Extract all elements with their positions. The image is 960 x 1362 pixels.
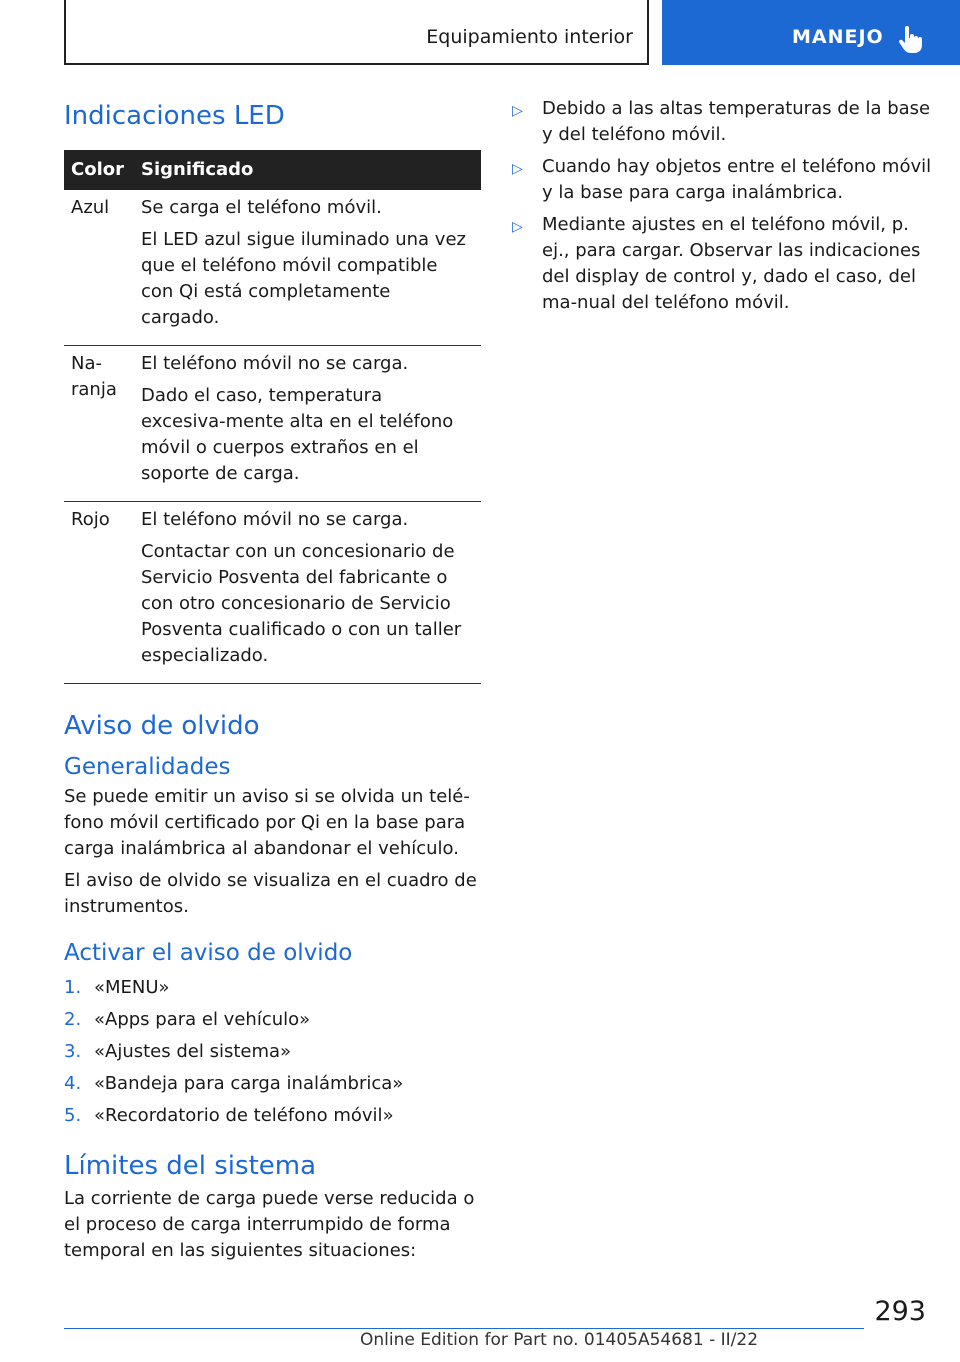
led-meaning-line: Se carga el teléfono móvil. <box>141 197 382 218</box>
reminder-section-title: Aviso de olvido <box>64 711 260 741</box>
left-column <box>64 96 481 1264</box>
activation-steps <box>64 972 481 1132</box>
limits-intro: La corriente de carga puede verse reducida o el proceso de carga interrumpido de forma temporal en las siguientes situaciones: <box>64 1188 475 1261</box>
list-item <box>64 1100 481 1132</box>
step-number: 4. <box>64 1073 82 1094</box>
list-item <box>64 1004 481 1036</box>
led-meaning-line: Dado el caso, temperatura excesiva-mente alta en el teléfono móvil o cuerpos extraños en el soporte de carga. <box>141 385 454 484</box>
general-subtitle: Generalidades <box>64 754 231 780</box>
step-text: «Ajustes del sistema» <box>94 1041 292 1062</box>
led-table-header <box>64 150 481 190</box>
footer-rule <box>64 1328 864 1329</box>
running-header-box <box>64 0 649 65</box>
triangle-bullet-icon: ▷ <box>512 161 523 177</box>
led-meaning-line: El teléfono móvil no se carga. <box>141 509 409 530</box>
led-meaning-line: Contactar con un concesionario de Servicio Posventa del fabricante o con otro concesionario de Servicio Posventa cualificado o con un taller especializado. <box>141 541 462 666</box>
pointing-hand-icon <box>898 26 924 54</box>
table-row <box>64 190 481 346</box>
led-color: Na-ranja <box>64 346 134 502</box>
step-text: «Apps para el vehículo» <box>94 1009 311 1030</box>
list-item <box>64 1068 481 1100</box>
list-item <box>64 1036 481 1068</box>
led-meaning-line: El LED azul sigue iluminado una vez que el teléfono móvil compatible con Qi está completamente cargado. <box>141 229 466 328</box>
led-color: Rojo <box>64 502 134 684</box>
step-text: «Bandeja para carga inalámbrica» <box>94 1073 404 1094</box>
triangle-bullet-icon: ▷ <box>512 219 523 235</box>
general-paragraph: Se puede emitir un aviso si se olvida un telé-fono móvil certificado por Qi en la base para carga inalámbrica al abandonar el vehículo. <box>64 786 470 859</box>
limits-section-title: Límites del sistema <box>64 1151 317 1181</box>
led-section-title: Indicaciones LED <box>64 101 285 131</box>
chapter-title: MANEJO <box>792 26 884 48</box>
step-text: «Recordatorio de teléfono móvil» <box>94 1105 394 1126</box>
edition-note: Online Edition for Part no. 01405A54681 - II/22 <box>360 1330 759 1350</box>
step-text: «MENU» <box>94 977 170 998</box>
triangle-bullet-icon: ▷ <box>512 103 523 119</box>
right-column <box>512 96 932 322</box>
bullet-text: Mediante ajustes en el teléfono móvil, p. ej., para cargar. Observar las indicaciones del display de control y, dado el caso, del ma-nual del teléfono móvil. <box>542 214 921 313</box>
led-meaning <box>134 346 481 502</box>
limits-list <box>512 96 932 316</box>
list-item <box>512 154 932 206</box>
list-item <box>512 212 932 316</box>
led-meaning <box>134 190 481 346</box>
list-item <box>64 972 481 1004</box>
led-table <box>64 150 481 684</box>
table-row <box>64 502 481 684</box>
step-number: 2. <box>64 1009 82 1030</box>
step-number: 5. <box>64 1105 82 1126</box>
step-number: 3. <box>64 1041 82 1062</box>
step-number: 1. <box>64 977 82 998</box>
bullet-text: Cuando hay objetos entre el teléfono móvil y la base para carga inalámbrica. <box>542 156 932 203</box>
led-color: Azul <box>64 190 134 346</box>
led-meaning <box>134 502 481 684</box>
led-meaning-line: El teléfono móvil no se carga. <box>141 353 409 374</box>
table-row <box>64 346 481 502</box>
general-paragraph: El aviso de olvido se visualiza en el cuadro de instrumentos. <box>64 870 477 917</box>
chapter-tab <box>662 0 960 65</box>
page-number: 293 <box>874 1296 926 1327</box>
list-item <box>512 96 932 148</box>
section-title: Equipamiento interior <box>426 26 633 48</box>
bullet-text: Debido a las altas temperaturas de la base y del teléfono móvil. <box>542 98 931 145</box>
led-col-color: Color <box>64 150 134 190</box>
led-col-meaning: Significado <box>134 150 481 190</box>
activate-subtitle: Activar el aviso de olvido <box>64 940 353 966</box>
